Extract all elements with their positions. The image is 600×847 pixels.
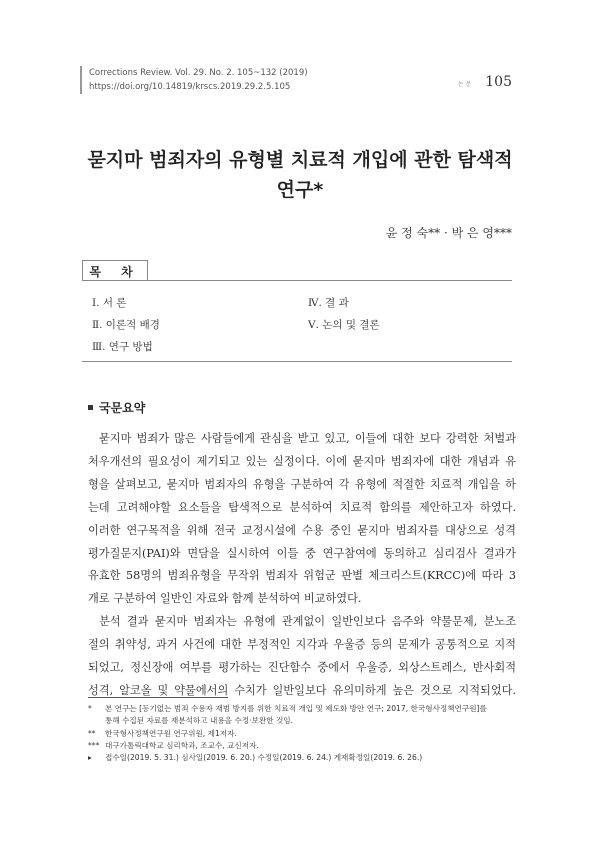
footnote (88, 703, 520, 715)
footnote (88, 715, 520, 727)
paper-title-line-1: 묻지마 범죄자의 유형별 치료적 개입에 관한 탐색적 (87, 149, 513, 171)
toc-item-intro[interactable]: Ⅰ. 서 론 (92, 297, 127, 309)
abstract-line: 분석 결과 묻지마 범죄자는 유형에 관계없이 일반인보다 음주와 약물문제, 분노조 (99, 615, 516, 629)
footnote-mark: * (88, 704, 92, 713)
footnote-text: 접수일(2019. 5. 31.) 심사일(2019. 6. 20.) 수정일(2019. 6. 24.) 게재확정일(2019. 6. 26.) (105, 753, 423, 763)
footnote (88, 752, 520, 764)
footnote-text: 본 연구는 [동기없는 범죄 수용자 재범 방지를 위한 치료적 개입 및 제도화 방안 연구; 2017, 한국형사정책연구원]를 (105, 704, 487, 713)
abstract-line: 개로 구분하여 일반인 자료와 함께 분석하여 비교하였다. (88, 592, 362, 606)
authors: 윤 정 숙** · 박 은 영*** (385, 226, 512, 240)
footnote-mark: ** (88, 728, 96, 738)
abstract-line: 유효한 58명의 범죄유형을 무작위 범죄자 위험군 판별 체크리스트(KRCC)에 따라 3 (88, 569, 516, 583)
abstract-line: 처우개선의 필요성이 제기되고 있는 실정이다. 이에 묻지마 범죄자에 대한 개념과 유 (88, 454, 516, 468)
footnote-rule (88, 697, 228, 698)
page-mark: 논 문 (457, 81, 472, 88)
abstract-line: 성격, 알코올 및 약물에서의 수치가 일반일보다 유의미하게 높은 것으로 지적되었다. (88, 683, 516, 697)
doi-link[interactable]: https://doi.org/10.14819/krscs.2019.29.2.5.105 (89, 82, 291, 92)
footnote (88, 728, 520, 740)
toc-item-discussion[interactable]: Ⅴ. 논의 및 결론 (308, 319, 380, 331)
abstract-line: 절의 취약성, 과거 사건에 대한 부정적인 지각과 우울증 등의 문제가 공통적으로 지적 (88, 638, 516, 652)
abstract-body (88, 428, 516, 703)
abstract-heading-text: 국문요약 (99, 401, 146, 415)
header-rule (80, 66, 82, 94)
footnote-mark: ▸ (88, 753, 92, 763)
paper-title-line-2: 연구* (276, 179, 324, 201)
page-number-block (458, 74, 512, 90)
page-number: 105 (485, 74, 512, 90)
toc-label: 목 차 (82, 260, 148, 281)
toc-item-background[interactable]: Ⅱ. 이론적 배경 (92, 319, 160, 331)
abstract-line: 는데 고려해야할 요소들을 탐색적으로 분석하여 치료적 함의를 제안하고자 하였다. (88, 500, 516, 514)
abstract-line: 되었고, 정신장애 여부를 평가하는 진단함수 중에서 우울증, 외상스트레스, 반사회적 (88, 661, 516, 675)
journal-citation: Corrections Review. Vol. 29. No. 2. 105~132 (2019) (89, 68, 308, 78)
abstract-line: 형을 살펴보고, 묻지마 범죄자의 유형을 구분하여 각 유형에 적절한 치료적 개입을 하 (88, 477, 516, 491)
toc-item-results[interactable]: Ⅳ. 결 과 (308, 297, 349, 309)
footnote (88, 740, 520, 752)
footnote-text: 대구가톨릭대학교 심리학과, 조교수, 교신저자. (105, 740, 259, 750)
toc-item-method[interactable]: Ⅲ. 연구 방법 (92, 341, 153, 353)
abstract-line: 묻지마 범죄가 많은 사람들에게 관심을 받고 있고, 이들에 대한 보다 강력한 처벌과 (99, 432, 516, 445)
footnotes (88, 703, 520, 764)
footnote-text: 한국형사정책연구원 연구위원, 제1저자. (105, 728, 237, 738)
table-of-contents (82, 280, 512, 362)
square-bullet-icon (88, 405, 93, 410)
footnote-text: 통해 수집된 자료를 재분석하고 내용을 수정·보완한 것임. (105, 716, 294, 726)
abstract-line: 평가질문지(PAI)와 면담을 실시하여 이들 중 연구참여에 동의하고 심리검사 결과가 (88, 546, 516, 560)
abstract-line: 이러한 연구목적을 위해 전국 교정시설에 수용 중인 묻지마 범죄자를 대상으로 성격 (88, 523, 516, 537)
abstract-heading (88, 399, 145, 416)
footnote-mark: *** (88, 740, 100, 750)
